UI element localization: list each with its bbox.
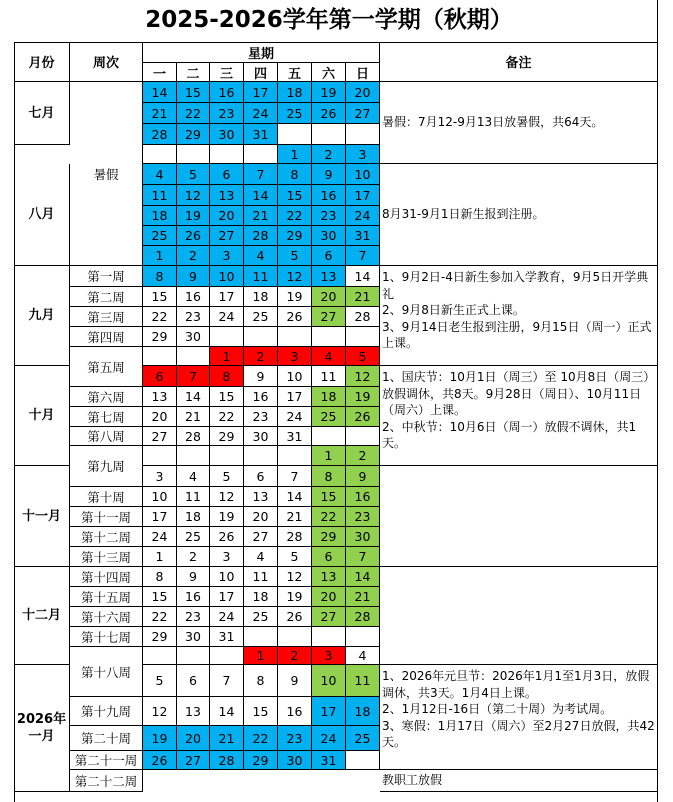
header-week: 周次 bbox=[70, 42, 143, 82]
day-cell: 1 bbox=[143, 547, 177, 567]
day-cell: 28 bbox=[278, 527, 312, 547]
day-cell: 16 bbox=[244, 387, 278, 407]
header-month: 月份 bbox=[14, 42, 70, 82]
day-cell: 23 bbox=[210, 103, 244, 124]
day-cell: 2 bbox=[244, 347, 278, 366]
day-cell: 31 bbox=[210, 627, 244, 647]
day-cell: 22 bbox=[244, 726, 278, 751]
note-text: 教职工放假 bbox=[382, 773, 443, 788]
day-cell: 18 bbox=[244, 587, 278, 607]
day-cell: 20 bbox=[143, 407, 177, 427]
week-label: 第十二周 bbox=[70, 527, 143, 547]
day-cell: 15 bbox=[177, 82, 210, 103]
day-cell: 11 bbox=[244, 567, 278, 587]
table-border-left bbox=[14, 42, 15, 802]
day-cell bbox=[177, 347, 210, 366]
month-label: 十月 bbox=[14, 366, 70, 466]
header-weekday: 二 bbox=[177, 63, 210, 82]
day-cell: 8 bbox=[143, 266, 177, 287]
day-cell: 17 bbox=[143, 507, 177, 527]
note-text: 暑假：7月12-9月13日放暑假，共64天。 bbox=[382, 115, 604, 130]
day-cell: 24 bbox=[278, 407, 312, 427]
day-cell: 27 bbox=[143, 427, 177, 446]
day-cell bbox=[346, 427, 380, 446]
day-cell: 2 bbox=[177, 547, 210, 567]
day-cell: 22 bbox=[210, 407, 244, 427]
day-cell bbox=[312, 327, 346, 347]
day-cell: 4 bbox=[177, 466, 210, 487]
day-cell bbox=[143, 647, 177, 665]
day-cell bbox=[244, 145, 278, 164]
day-cell: 6 bbox=[177, 665, 210, 697]
day-cell: 8 bbox=[143, 567, 177, 587]
day-cell: 3 bbox=[346, 145, 380, 164]
day-cell: 8 bbox=[312, 466, 346, 487]
day-cell: 13 bbox=[312, 266, 346, 287]
day-cell: 14 bbox=[177, 387, 210, 407]
note-cell bbox=[380, 770, 658, 792]
week-label: 第九周 bbox=[70, 446, 143, 487]
day-cell bbox=[346, 627, 380, 647]
day-cell: 5 bbox=[278, 246, 312, 266]
day-cell: 16 bbox=[312, 185, 346, 206]
day-cell: 23 bbox=[278, 726, 312, 751]
day-cell bbox=[143, 347, 177, 366]
day-cell: 17 bbox=[278, 387, 312, 407]
day-cell: 14 bbox=[143, 82, 177, 103]
day-cell: 31 bbox=[346, 226, 380, 246]
week-label: 第二周 bbox=[70, 287, 143, 307]
day-cell: 20 bbox=[312, 287, 346, 307]
day-cell: 24 bbox=[244, 103, 278, 124]
week-label: 第五周 bbox=[70, 347, 143, 387]
day-cell: 14 bbox=[278, 487, 312, 507]
week-label: 第六周 bbox=[70, 387, 143, 407]
day-cell: 24 bbox=[210, 307, 244, 327]
day-cell: 5 bbox=[210, 466, 244, 487]
day-cell: 21 bbox=[177, 407, 210, 427]
day-cell: 22 bbox=[177, 103, 210, 124]
day-cell: 31 bbox=[278, 427, 312, 446]
day-cell: 27 bbox=[346, 103, 380, 124]
day-cell: 26 bbox=[278, 307, 312, 327]
header-weekday: 五 bbox=[278, 63, 312, 82]
day-cell: 23 bbox=[312, 206, 346, 226]
day-cell bbox=[177, 446, 210, 466]
day-cell: 26 bbox=[312, 103, 346, 124]
week-label: 第十三周 bbox=[70, 547, 143, 567]
day-cell: 18 bbox=[143, 206, 177, 226]
day-cell: 4 bbox=[312, 347, 346, 366]
day-cell: 16 bbox=[278, 697, 312, 726]
day-cell: 7 bbox=[177, 366, 210, 387]
day-cell: 10 bbox=[143, 487, 177, 507]
header-weekday: 六 bbox=[312, 63, 346, 82]
day-cell: 23 bbox=[177, 607, 210, 627]
day-cell bbox=[278, 327, 312, 347]
note-cell bbox=[380, 266, 658, 366]
day-cell: 27 bbox=[177, 751, 210, 770]
day-cell: 21 bbox=[346, 587, 380, 607]
day-cell bbox=[278, 446, 312, 466]
day-cell: 4 bbox=[143, 164, 177, 185]
day-cell: 6 bbox=[210, 164, 244, 185]
day-cell: 20 bbox=[244, 507, 278, 527]
day-cell: 21 bbox=[346, 287, 380, 307]
day-cell: 23 bbox=[177, 307, 210, 327]
day-cell: 30 bbox=[177, 327, 210, 347]
day-cell bbox=[210, 145, 244, 164]
day-cell: 30 bbox=[177, 627, 210, 647]
day-cell: 19 bbox=[312, 82, 346, 103]
day-cell: 9 bbox=[177, 567, 210, 587]
day-cell: 5 bbox=[177, 164, 210, 185]
day-cell: 17 bbox=[346, 185, 380, 206]
day-cell: 29 bbox=[143, 627, 177, 647]
day-cell: 4 bbox=[346, 647, 380, 665]
day-cell: 2 bbox=[312, 145, 346, 164]
week-label: 第十八周 bbox=[70, 647, 143, 697]
day-cell: 15 bbox=[278, 185, 312, 206]
day-cell: 27 bbox=[244, 527, 278, 547]
day-cell: 26 bbox=[177, 226, 210, 246]
week-label: 第一周 bbox=[70, 266, 143, 287]
week-label: 第十一周 bbox=[70, 507, 143, 527]
day-cell: 17 bbox=[210, 587, 244, 607]
day-cell bbox=[244, 627, 278, 647]
day-cell: 18 bbox=[244, 287, 278, 307]
day-cell: 3 bbox=[210, 547, 244, 567]
day-cell: 29 bbox=[210, 427, 244, 446]
day-cell: 12 bbox=[278, 266, 312, 287]
day-cell: 25 bbox=[143, 226, 177, 246]
day-cell: 16 bbox=[177, 287, 210, 307]
day-cell: 3 bbox=[278, 347, 312, 366]
day-cell: 18 bbox=[177, 507, 210, 527]
day-cell: 11 bbox=[346, 665, 380, 697]
day-cell: 9 bbox=[177, 266, 210, 287]
day-cell bbox=[312, 627, 346, 647]
day-cell: 28 bbox=[210, 751, 244, 770]
month-label: 2026年一月 bbox=[14, 665, 70, 792]
page-title: 2025-2026学年第一学期（秋期） bbox=[145, 7, 513, 33]
day-cell: 4 bbox=[244, 547, 278, 567]
day-cell: 18 bbox=[312, 387, 346, 407]
day-cell: 13 bbox=[143, 387, 177, 407]
week-label: 第二十周 bbox=[70, 726, 143, 751]
day-cell: 3 bbox=[143, 466, 177, 487]
day-cell: 28 bbox=[346, 607, 380, 627]
day-cell: 6 bbox=[143, 366, 177, 387]
note-text: 1、国庆节：10月1日（周三）至 10月8日（周三）放假调休，共8天。9月28日（周日）、10月11日（周六）上课。 2、中秋节：10月6日（周一）放假不调休，共1天。 bbox=[382, 370, 656, 450]
day-cell: 14 bbox=[244, 185, 278, 206]
day-cell: 30 bbox=[210, 124, 244, 145]
day-cell: 25 bbox=[312, 407, 346, 427]
day-cell: 14 bbox=[346, 567, 380, 587]
day-cell: 2 bbox=[346, 446, 380, 466]
day-cell: 25 bbox=[278, 103, 312, 124]
day-cell: 13 bbox=[312, 567, 346, 587]
day-cell: 28 bbox=[143, 124, 177, 145]
day-cell: 30 bbox=[346, 527, 380, 547]
day-cell: 3 bbox=[312, 647, 346, 665]
day-cell: 24 bbox=[312, 726, 346, 751]
day-cell: 21 bbox=[210, 726, 244, 751]
header-weekday: 一 bbox=[143, 63, 177, 82]
day-cell: 9 bbox=[312, 164, 346, 185]
day-cell bbox=[346, 751, 380, 770]
day-cell: 12 bbox=[143, 697, 177, 726]
day-cell bbox=[346, 124, 380, 145]
day-cell: 19 bbox=[210, 507, 244, 527]
day-cell: 2 bbox=[278, 647, 312, 665]
week-label: 第七周 bbox=[70, 407, 143, 427]
day-cell bbox=[278, 627, 312, 647]
week-label: 第八周 bbox=[70, 427, 143, 446]
day-cell bbox=[177, 145, 210, 164]
day-cell: 18 bbox=[278, 82, 312, 103]
day-cell: 9 bbox=[278, 665, 312, 697]
day-cell bbox=[210, 446, 244, 466]
day-cell: 20 bbox=[346, 82, 380, 103]
week-label: 第二十一周 bbox=[70, 751, 143, 770]
day-cell: 24 bbox=[143, 527, 177, 547]
week-label: 第三周 bbox=[70, 307, 143, 327]
day-cell: 3 bbox=[210, 246, 244, 266]
day-cell: 15 bbox=[312, 487, 346, 507]
day-cell: 10 bbox=[210, 567, 244, 587]
day-cell: 12 bbox=[210, 487, 244, 507]
day-cell: 23 bbox=[346, 507, 380, 527]
week-label: 第十九周 bbox=[70, 697, 143, 726]
day-cell: 8 bbox=[210, 366, 244, 387]
week-label: 第十周 bbox=[70, 487, 143, 507]
day-cell: 27 bbox=[210, 226, 244, 246]
day-cell: 5 bbox=[278, 547, 312, 567]
day-cell: 24 bbox=[210, 607, 244, 627]
table-border-right bbox=[657, 0, 658, 802]
day-cell: 6 bbox=[312, 246, 346, 266]
day-cell: 28 bbox=[346, 307, 380, 327]
day-cell: 9 bbox=[346, 466, 380, 487]
day-cell: 10 bbox=[210, 266, 244, 287]
day-cell: 10 bbox=[312, 665, 346, 697]
day-cell: 11 bbox=[143, 185, 177, 206]
day-cell: 1 bbox=[143, 246, 177, 266]
day-cell: 15 bbox=[244, 697, 278, 726]
note-cell bbox=[380, 466, 658, 567]
day-cell: 12 bbox=[346, 366, 380, 387]
note-text: 1、2026年元旦节：2026年1月1至1月3日，放假调休，共3天。1月4日上课。 2、1月12日-16日（第二十周）为考试周。 3、寒假：1月17日（周六）至2月27日放假，共42天。 bbox=[382, 669, 655, 749]
day-cell: 7 bbox=[346, 246, 380, 266]
note-cell bbox=[380, 567, 658, 665]
day-cell bbox=[244, 327, 278, 347]
note-cell bbox=[380, 665, 658, 770]
day-cell: 20 bbox=[312, 587, 346, 607]
day-cell bbox=[346, 327, 380, 347]
day-cell: 22 bbox=[143, 307, 177, 327]
day-cell: 15 bbox=[143, 587, 177, 607]
table-border-top bbox=[14, 42, 658, 43]
day-cell: 5 bbox=[346, 347, 380, 366]
day-cell: 18 bbox=[346, 697, 380, 726]
day-cell: 23 bbox=[244, 407, 278, 427]
day-cell: 25 bbox=[177, 527, 210, 547]
day-cell: 25 bbox=[244, 607, 278, 627]
day-cell: 8 bbox=[244, 665, 278, 697]
note-text: 8月31-9月1日新生报到注册。 bbox=[382, 207, 545, 222]
week-label: 第十六周 bbox=[70, 607, 143, 627]
day-cell: 25 bbox=[244, 307, 278, 327]
day-cell: 21 bbox=[143, 103, 177, 124]
day-cell: 17 bbox=[210, 287, 244, 307]
day-cell: 29 bbox=[312, 527, 346, 547]
day-cell: 17 bbox=[244, 82, 278, 103]
day-cell: 4 bbox=[244, 246, 278, 266]
day-cell: 25 bbox=[346, 726, 380, 751]
day-cell: 6 bbox=[312, 547, 346, 567]
day-cell: 26 bbox=[346, 407, 380, 427]
day-cell: 13 bbox=[177, 697, 210, 726]
day-cell: 16 bbox=[346, 487, 380, 507]
day-cell: 29 bbox=[244, 751, 278, 770]
day-cell: 22 bbox=[278, 206, 312, 226]
week-label: 第四周 bbox=[70, 327, 143, 347]
day-cell bbox=[312, 427, 346, 446]
day-cell: 21 bbox=[278, 507, 312, 527]
day-cell: 14 bbox=[346, 266, 380, 287]
day-cell: 30 bbox=[278, 751, 312, 770]
header-weekday: 三 bbox=[210, 63, 244, 82]
day-cell bbox=[244, 446, 278, 466]
day-cell: 12 bbox=[177, 185, 210, 206]
note-cell bbox=[380, 164, 658, 266]
day-cell: 30 bbox=[244, 427, 278, 446]
day-cell: 15 bbox=[143, 287, 177, 307]
day-cell bbox=[312, 124, 346, 145]
header-notes: 备注 bbox=[380, 42, 658, 82]
header-weekday-group: 星期 bbox=[143, 42, 380, 63]
day-cell: 22 bbox=[143, 607, 177, 627]
day-cell: 13 bbox=[210, 185, 244, 206]
day-cell bbox=[278, 124, 312, 145]
day-cell: 10 bbox=[346, 164, 380, 185]
day-cell bbox=[210, 327, 244, 347]
day-cell: 26 bbox=[210, 527, 244, 547]
day-cell: 26 bbox=[143, 751, 177, 770]
day-cell: 16 bbox=[177, 587, 210, 607]
day-cell: 15 bbox=[210, 387, 244, 407]
header-weekday: 日 bbox=[346, 63, 380, 82]
day-cell: 13 bbox=[244, 487, 278, 507]
day-cell: 24 bbox=[346, 206, 380, 226]
day-cell: 19 bbox=[346, 387, 380, 407]
day-cell bbox=[177, 647, 210, 665]
header-weekday: 四 bbox=[244, 63, 278, 82]
day-cell: 5 bbox=[143, 665, 177, 697]
day-cell: 27 bbox=[312, 607, 346, 627]
day-cell: 7 bbox=[346, 547, 380, 567]
day-cell: 6 bbox=[244, 466, 278, 487]
day-cell: 31 bbox=[244, 124, 278, 145]
month-label: 七月 bbox=[14, 82, 70, 145]
day-cell: 19 bbox=[278, 287, 312, 307]
day-cell: 28 bbox=[177, 427, 210, 446]
day-cell: 11 bbox=[244, 266, 278, 287]
day-cell: 29 bbox=[278, 226, 312, 246]
week-label: 第十四周 bbox=[70, 567, 143, 587]
day-cell: 8 bbox=[278, 164, 312, 185]
day-cell: 2 bbox=[177, 246, 210, 266]
day-cell: 7 bbox=[244, 164, 278, 185]
day-cell: 17 bbox=[312, 697, 346, 726]
month-label: 八月 bbox=[14, 164, 70, 266]
day-cell: 26 bbox=[278, 607, 312, 627]
day-cell: 22 bbox=[312, 507, 346, 527]
day-cell: 27 bbox=[312, 307, 346, 327]
day-cell: 11 bbox=[177, 487, 210, 507]
day-cell: 14 bbox=[210, 697, 244, 726]
day-cell: 9 bbox=[244, 366, 278, 387]
day-cell: 29 bbox=[143, 327, 177, 347]
note-text: 1、9月2日-4日新生参加入学教育，9月5日开学典礼 2、9月8日新生正式上课。 3、9月14日老生报到注册，9月15日（周一）正式上课。 bbox=[382, 270, 652, 350]
day-cell: 30 bbox=[312, 226, 346, 246]
day-cell: 7 bbox=[278, 466, 312, 487]
day-cell: 19 bbox=[143, 726, 177, 751]
day-cell: 1 bbox=[210, 347, 244, 366]
day-cell bbox=[143, 145, 177, 164]
day-cell: 19 bbox=[278, 587, 312, 607]
day-cell: 10 bbox=[278, 366, 312, 387]
day-cell: 21 bbox=[244, 206, 278, 226]
day-cell bbox=[143, 446, 177, 466]
day-cell: 1 bbox=[244, 647, 278, 665]
day-cell: 19 bbox=[177, 206, 210, 226]
week-label: 第十七周 bbox=[70, 627, 143, 647]
month-label: 十一月 bbox=[14, 466, 70, 567]
day-cell: 1 bbox=[312, 446, 346, 466]
day-cell: 1 bbox=[278, 145, 312, 164]
month-label: 九月 bbox=[14, 266, 70, 366]
day-cell bbox=[210, 647, 244, 665]
day-cell: 31 bbox=[312, 751, 346, 770]
day-cell: 20 bbox=[177, 726, 210, 751]
week-label: 第二十二周 bbox=[70, 770, 143, 792]
week-label: 暑假 bbox=[70, 82, 143, 266]
day-cell: 20 bbox=[210, 206, 244, 226]
day-cell: 11 bbox=[312, 366, 346, 387]
note-cell bbox=[380, 366, 658, 466]
day-cell: 12 bbox=[278, 567, 312, 587]
day-cell: 28 bbox=[244, 226, 278, 246]
day-cell: 29 bbox=[177, 124, 210, 145]
day-cell: 16 bbox=[210, 82, 244, 103]
week-label: 第十五周 bbox=[70, 587, 143, 607]
day-cell: 7 bbox=[210, 665, 244, 697]
note-cell bbox=[380, 82, 658, 164]
month-label: 十二月 bbox=[14, 567, 70, 665]
